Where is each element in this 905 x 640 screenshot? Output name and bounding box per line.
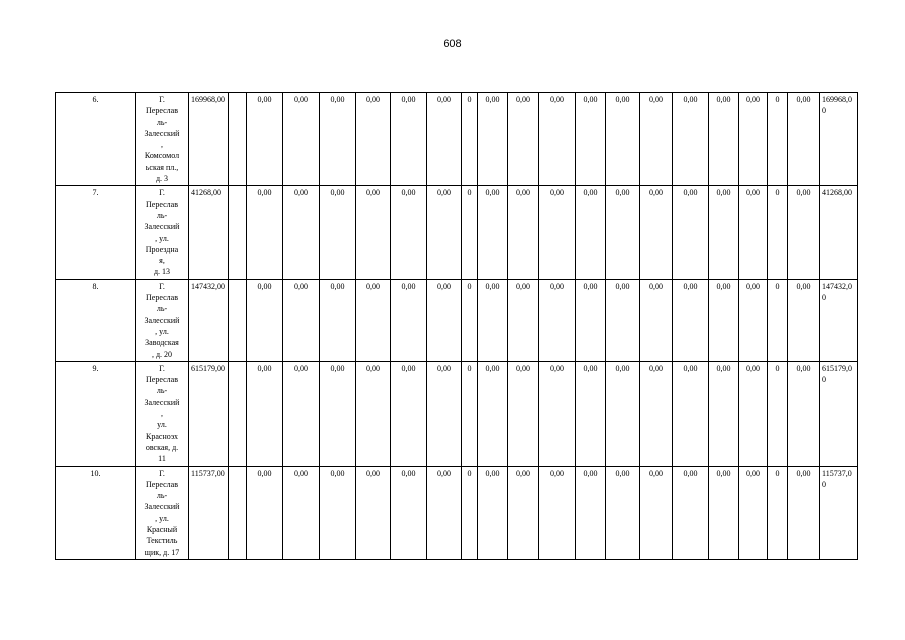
address-line: Г. xyxy=(159,95,165,104)
value-cell: 0,00 xyxy=(606,279,640,361)
value-cell: 0,00 xyxy=(709,279,739,361)
address-line: ль- xyxy=(156,491,168,501)
value-cell: 0 xyxy=(462,466,478,559)
value-cell: 0,00 xyxy=(539,279,576,361)
value-cell: 0,00 xyxy=(356,186,391,279)
value-cell: 0,00 xyxy=(478,361,508,466)
address-line: Залесский xyxy=(144,397,180,407)
address-line: Заводская xyxy=(145,338,179,348)
page-number: 608 xyxy=(443,38,462,50)
value-cell: 0,00 xyxy=(391,361,427,466)
value-cell: 0,00 xyxy=(788,186,820,279)
value-cell: 0 xyxy=(768,361,788,466)
value-cell: 0,00 xyxy=(788,93,820,186)
value-cell: 0 xyxy=(768,279,788,361)
address-line: Красный xyxy=(146,524,178,534)
value-cell: 0 xyxy=(768,466,788,559)
address-line: Переслав xyxy=(146,375,178,385)
value-cell: 0,00 xyxy=(427,93,462,186)
value-cell: 0,00 xyxy=(283,466,320,559)
address-cell xyxy=(136,186,189,279)
value-cell: 0 xyxy=(462,361,478,466)
address-line: , ул. xyxy=(155,513,169,523)
value-cell xyxy=(229,361,247,466)
value-cell: 0,00 xyxy=(673,361,709,466)
value-cell: 0,00 xyxy=(478,466,508,559)
value-cell: 0,00 xyxy=(788,466,820,559)
total-cell: 147432,00 xyxy=(820,279,858,361)
value-cell: 0,00 xyxy=(283,279,320,361)
address-line: Залесский xyxy=(144,502,180,512)
value-cell: 0,00 xyxy=(739,279,768,361)
value-cell: 0,00 xyxy=(391,466,427,559)
value-cell: 0,00 xyxy=(640,186,673,279)
value-cell: 0,00 xyxy=(508,279,539,361)
address-line: ль- xyxy=(156,117,168,127)
address-line: овская, д. xyxy=(145,442,179,452)
value-cell: 0,00 xyxy=(739,361,768,466)
value-cell: 0,00 xyxy=(427,361,462,466)
value-cell: 0,00 xyxy=(320,361,356,466)
table-row xyxy=(56,361,858,466)
value-cell: 0,00 xyxy=(709,93,739,186)
value-cell: 0,00 xyxy=(247,186,283,279)
value-cell: 0,00 xyxy=(478,279,508,361)
address-line: Переслав xyxy=(146,479,178,489)
value-cell: 0,00 xyxy=(247,361,283,466)
address-line: ьская пл., xyxy=(145,162,179,172)
value-cell: 0,00 xyxy=(283,93,320,186)
address-line: д. 13 xyxy=(153,267,171,277)
value-cell: 0,00 xyxy=(247,279,283,361)
value-cell: 0,00 xyxy=(576,361,606,466)
address-line: щик, д. 17 xyxy=(144,547,180,557)
value-cell: 0,00 xyxy=(508,93,539,186)
amount-cell: 41268,00 xyxy=(189,186,229,279)
value-cell: 0,00 xyxy=(673,279,709,361)
total-cell: 169968,00 xyxy=(820,93,858,186)
value-cell: 0,00 xyxy=(640,93,673,186)
value-cell: 0,00 xyxy=(427,186,462,279)
address-line: я, xyxy=(159,256,165,266)
address-line: Переслав xyxy=(146,293,178,303)
row-number-cell: 9. xyxy=(56,361,136,466)
value-cell: 0,00 xyxy=(739,466,768,559)
address-line: Г. xyxy=(159,281,165,291)
value-cell: 0,00 xyxy=(247,466,283,559)
value-cell: 0 xyxy=(768,93,788,186)
value-cell: 0,00 xyxy=(606,466,640,559)
value-cell: 0,00 xyxy=(640,361,673,466)
data-table xyxy=(55,92,858,560)
value-cell: 0,00 xyxy=(606,186,640,279)
table-row xyxy=(56,279,858,361)
address-line: ль- xyxy=(156,386,168,396)
address-line: Г. xyxy=(159,188,165,198)
address-line: Залесский xyxy=(144,315,180,325)
value-cell: 0,00 xyxy=(539,361,576,466)
value-cell: 0,00 xyxy=(673,466,709,559)
value-cell: 0 xyxy=(768,186,788,279)
amount-cell: 615179,00 xyxy=(189,361,229,466)
address-line: , ул. xyxy=(155,233,169,243)
address-line: , xyxy=(161,409,163,419)
address-cell xyxy=(136,361,189,466)
address-line: Красноэх xyxy=(146,431,178,441)
value-cell: 0,00 xyxy=(576,186,606,279)
value-cell: 0,00 xyxy=(508,186,539,279)
value-cell: 0,00 xyxy=(320,279,356,361)
value-cell: 0,00 xyxy=(576,93,606,186)
value-cell: 0,00 xyxy=(320,186,356,279)
value-cell: 0,00 xyxy=(576,466,606,559)
value-cell: 0 xyxy=(462,186,478,279)
amount-cell: 115737,00 xyxy=(189,466,229,559)
address-line: Залесский xyxy=(144,128,180,138)
amount-cell: 147432,00 xyxy=(189,279,229,361)
value-cell: 0,00 xyxy=(606,361,640,466)
address-line: Переслав xyxy=(146,106,178,116)
value-cell xyxy=(229,186,247,279)
value-cell: 0,00 xyxy=(508,361,539,466)
value-cell: 0,00 xyxy=(283,186,320,279)
total-cell: 115737,00 xyxy=(820,466,858,559)
value-cell: 0,00 xyxy=(709,466,739,559)
address-line: 11 xyxy=(158,454,166,464)
value-cell xyxy=(229,466,247,559)
amount-cell: 169968,00 xyxy=(189,93,229,186)
address-line: Комсомол xyxy=(144,151,180,161)
address-line: Текстиль xyxy=(146,536,178,546)
value-cell: 0,00 xyxy=(391,93,427,186)
table-row xyxy=(56,466,858,559)
address-cell xyxy=(136,279,189,361)
row-number-cell: 6. xyxy=(56,93,136,186)
table-row xyxy=(56,93,858,186)
address-line: , xyxy=(161,140,163,150)
value-cell: 0,00 xyxy=(788,361,820,466)
value-cell: 0,00 xyxy=(247,93,283,186)
value-cell: 0,00 xyxy=(508,466,539,559)
value-cell: 0,00 xyxy=(427,466,462,559)
row-number-cell: 7. xyxy=(56,186,136,279)
value-cell: 0,00 xyxy=(356,361,391,466)
value-cell: 0,00 xyxy=(709,186,739,279)
value-cell: 0,00 xyxy=(356,466,391,559)
value-cell: 0 xyxy=(462,93,478,186)
value-cell xyxy=(229,279,247,361)
value-cell: 0,00 xyxy=(739,93,768,186)
value-cell: 0,00 xyxy=(709,361,739,466)
value-cell: 0,00 xyxy=(391,279,427,361)
address-line: Залесский xyxy=(144,222,180,232)
address-line: Г. xyxy=(159,468,165,478)
value-cell: 0,00 xyxy=(427,279,462,361)
address-line: Проездна xyxy=(145,244,179,254)
address-cell xyxy=(136,466,189,559)
row-number-cell: 8. xyxy=(56,279,136,361)
address-line: ул. xyxy=(157,420,167,430)
address-cell xyxy=(136,93,189,186)
row-number-cell: 10. xyxy=(56,466,136,559)
value-cell xyxy=(229,93,247,186)
value-cell: 0,00 xyxy=(478,186,508,279)
value-cell: 0,00 xyxy=(539,186,576,279)
value-cell: 0,00 xyxy=(391,186,427,279)
value-cell: 0,00 xyxy=(478,93,508,186)
value-cell: 0,00 xyxy=(788,279,820,361)
total-cell: 615179,00 xyxy=(820,361,858,466)
total-cell: 41268,00 xyxy=(820,186,858,279)
value-cell: 0,00 xyxy=(576,279,606,361)
value-cell: 0,00 xyxy=(606,93,640,186)
address-line: , д. 20 xyxy=(151,349,173,359)
value-cell: 0,00 xyxy=(739,186,768,279)
address-line: Г. xyxy=(159,363,165,373)
address-line: Переслав xyxy=(146,199,178,209)
value-cell: 0,00 xyxy=(640,279,673,361)
value-cell: 0,00 xyxy=(356,93,391,186)
address-line: , ул. xyxy=(155,326,169,336)
value-cell: 0,00 xyxy=(673,93,709,186)
address-line: ль- xyxy=(156,304,168,314)
value-cell: 0,00 xyxy=(356,279,391,361)
value-cell: 0,00 xyxy=(640,466,673,559)
table-row xyxy=(56,186,858,279)
value-cell: 0,00 xyxy=(539,466,576,559)
value-cell: 0 xyxy=(462,279,478,361)
value-cell: 0,00 xyxy=(320,466,356,559)
value-cell: 0,00 xyxy=(283,361,320,466)
address-line: ль- xyxy=(156,210,168,220)
value-cell: 0,00 xyxy=(539,93,576,186)
value-cell: 0,00 xyxy=(320,93,356,186)
value-cell: 0,00 xyxy=(673,186,709,279)
address-line: д. 3 xyxy=(155,174,169,184)
